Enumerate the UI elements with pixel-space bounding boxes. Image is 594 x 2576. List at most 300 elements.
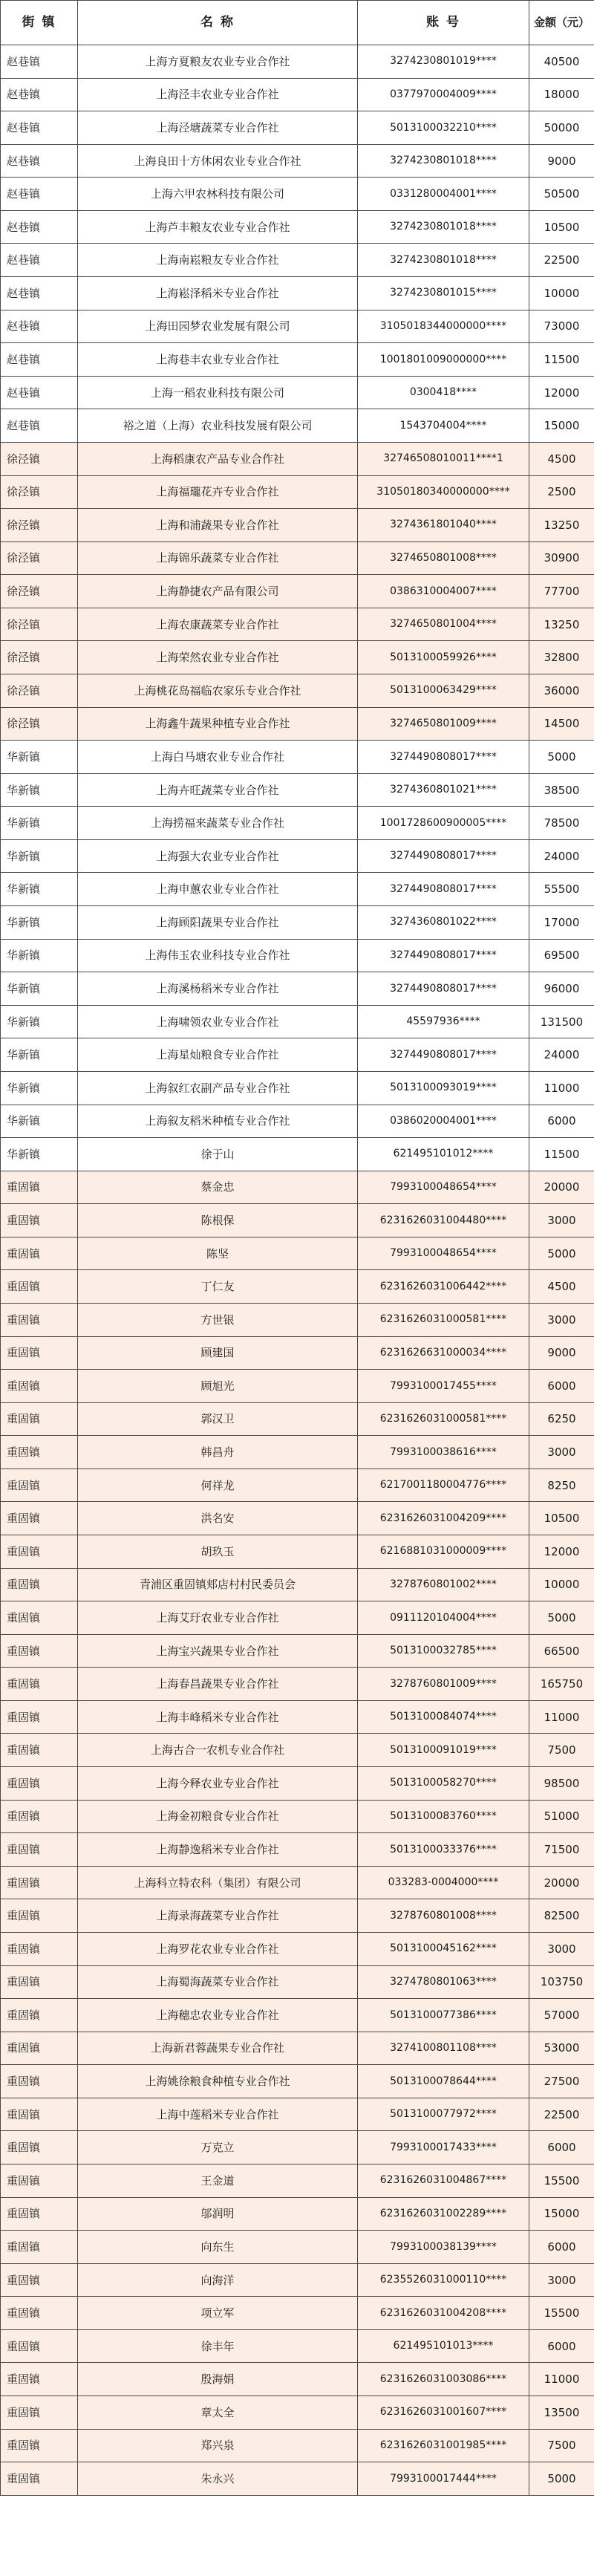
account-cell: 3274230801015**** <box>358 277 529 310</box>
table-row <box>1 1965 594 1999</box>
name-cell: 上海桃花岛福临农家乐专业合作社 <box>78 674 358 707</box>
name-cell: 上海捞福来蔬菜专业合作社 <box>78 807 358 840</box>
name-cell: 上海静捷农产品有限公司 <box>78 575 358 608</box>
table-row <box>1 1866 594 1899</box>
account-cell: 033283-0004000**** <box>358 1866 529 1899</box>
town-cell: 赵巷镇 <box>1 409 78 443</box>
account-cell: 3274230801018**** <box>358 244 529 277</box>
account-cell: 5013100084074**** <box>358 1700 529 1734</box>
name-cell: 上海崧泽稻米专业合作社 <box>78 277 358 310</box>
name-cell: 邬润明 <box>78 2197 358 2231</box>
town-cell: 徐泾镇 <box>1 575 78 608</box>
account-cell: 6231626031004209**** <box>358 1502 529 1535</box>
amount-cell: 6000 <box>529 2131 594 2164</box>
account-cell: 31050180340000000**** <box>358 475 529 509</box>
table-row <box>1 2098 594 2131</box>
table-row <box>1 310 594 343</box>
account-cell: 0386310004007**** <box>358 575 529 608</box>
town-cell: 重固镇 <box>1 1634 78 1668</box>
table-row <box>1 2429 594 2462</box>
name-cell: 上海宝兴蔬果专业合作社 <box>78 1634 358 1668</box>
table-row <box>1 641 594 674</box>
account-cell: 7993100038139**** <box>358 2231 529 2264</box>
account-cell: 5013100078644**** <box>358 2065 529 2098</box>
name-cell: 王金道 <box>78 2164 358 2198</box>
town-cell: 重固镇 <box>1 2164 78 2198</box>
account-cell: 1001728600900005**** <box>358 807 529 840</box>
account-cell: 6235526031000110**** <box>358 2263 529 2297</box>
table-header-row <box>1 1 594 45</box>
town-cell: 重固镇 <box>1 1502 78 1535</box>
town-cell: 赵巷镇 <box>1 210 78 244</box>
name-cell: 顾旭光 <box>78 1370 358 1403</box>
name-cell: 上海姚徐粮食种植专业合作社 <box>78 2065 358 2098</box>
amount-cell: 30900 <box>529 541 594 575</box>
table-row <box>1 1005 594 1038</box>
account-cell: 0386020004001**** <box>358 1105 529 1138</box>
table-row <box>1 277 594 310</box>
name-cell: 上海申蕙农业专业合作社 <box>78 873 358 906</box>
name-cell: 上海良田十方休闲农业专业合作社 <box>78 144 358 178</box>
town-cell: 重固镇 <box>1 1700 78 1734</box>
town-cell: 赵巷镇 <box>1 178 78 211</box>
column-header-account: 账 号 <box>358 1 529 45</box>
amount-cell: 15000 <box>529 2197 594 2231</box>
name-cell: 上海顾阳蔬果专业合作社 <box>78 906 358 940</box>
name-cell: 徐丰年 <box>78 2329 358 2363</box>
town-cell: 重固镇 <box>1 2462 78 2496</box>
account-cell: 3274490808017**** <box>358 1038 529 1072</box>
table-row <box>1 509 594 542</box>
name-cell: 上海丰峰稻米专业合作社 <box>78 1700 358 1734</box>
table-row <box>1 1800 594 1833</box>
amount-cell: 4500 <box>529 1270 594 1304</box>
town-cell: 重固镇 <box>1 1899 78 1933</box>
amount-cell: 8250 <box>529 1468 594 1502</box>
name-cell: 丁仁友 <box>78 1270 358 1304</box>
account-cell: 5013100077972**** <box>358 2098 529 2131</box>
table-row <box>1 1601 594 1635</box>
table-row <box>1 442 594 475</box>
account-cell: 3274230801019**** <box>358 45 529 79</box>
account-cell: 6231626631000034**** <box>358 1336 529 1370</box>
table-row <box>1 1734 594 1767</box>
account-cell: 6231626031003086**** <box>358 2363 529 2396</box>
amount-cell: 6000 <box>529 1105 594 1138</box>
town-cell: 重固镇 <box>1 2297 78 2330</box>
table-row <box>1 144 594 178</box>
account-cell: 6231626031000581**** <box>358 1303 529 1336</box>
name-cell: 项立军 <box>78 2297 358 2330</box>
name-cell: 上海中莲稻米专业合作社 <box>78 2098 358 2131</box>
town-cell: 重固镇 <box>1 2131 78 2164</box>
town-cell: 徐泾镇 <box>1 608 78 641</box>
account-cell: 3274360801021**** <box>358 773 529 807</box>
account-cell: 6231626031004480**** <box>358 1204 529 1237</box>
town-cell: 重固镇 <box>1 1303 78 1336</box>
table-row <box>1 674 594 707</box>
table-row <box>1 2131 594 2164</box>
name-cell: 朱永兴 <box>78 2462 358 2496</box>
table-row <box>1 807 594 840</box>
account-cell: 6216881031000009**** <box>358 1535 529 1569</box>
town-cell: 重固镇 <box>1 1568 78 1601</box>
amount-cell: 7500 <box>529 1734 594 1767</box>
table-row <box>1 2263 594 2297</box>
amount-cell: 13250 <box>529 608 594 641</box>
town-cell: 华新镇 <box>1 1071 78 1105</box>
table-row <box>1 741 594 774</box>
amount-cell: 3000 <box>529 1303 594 1336</box>
amount-cell: 14500 <box>529 707 594 741</box>
name-cell: 上海泾塘蔬菜专业合作社 <box>78 111 358 145</box>
account-cell: 5013100063429**** <box>358 674 529 707</box>
town-cell: 重固镇 <box>1 1204 78 1237</box>
amount-cell: 11000 <box>529 2363 594 2396</box>
table-row <box>1 972 594 1006</box>
name-cell: 上海新君蓉蔬果专业合作社 <box>78 2032 358 2065</box>
name-cell: 上海艾玗农业专业合作社 <box>78 1601 358 1635</box>
town-cell: 重固镇 <box>1 2263 78 2297</box>
table-body <box>1 45 594 2496</box>
amount-cell: 55500 <box>529 873 594 906</box>
town-cell: 华新镇 <box>1 972 78 1006</box>
table-row <box>1 1568 594 1601</box>
town-cell: 重固镇 <box>1 2329 78 2363</box>
amount-cell: 53000 <box>529 2032 594 2065</box>
account-cell: 3274490808017**** <box>358 972 529 1006</box>
name-cell: 上海静逸稻米专业合作社 <box>78 1833 358 1867</box>
table-row <box>1 906 594 940</box>
account-cell: 5013100093019**** <box>358 1071 529 1105</box>
column-header-amount: 金额（元） <box>529 1 594 45</box>
account-cell: 6231626031002289**** <box>358 2197 529 2231</box>
name-cell: 胡玖玉 <box>78 1535 358 1569</box>
table-row <box>1 1999 594 2032</box>
account-cell: 5013100033376**** <box>358 1833 529 1867</box>
amount-cell: 40500 <box>529 45 594 79</box>
name-cell: 上海福瓏花卉专业合作社 <box>78 475 358 509</box>
name-cell: 上海星灿粮食专业合作社 <box>78 1038 358 1072</box>
column-header-name: 名 称 <box>78 1 358 45</box>
name-cell: 上海罗花农业专业合作社 <box>78 1932 358 1965</box>
name-cell: 上海田园梦农业发展有限公司 <box>78 310 358 343</box>
amount-cell: 24000 <box>529 1038 594 1072</box>
account-cell: 32746508010011****1 <box>358 442 529 475</box>
account-cell: 0911120104004**** <box>358 1601 529 1635</box>
account-cell: 5013100058270**** <box>358 1767 529 1801</box>
table-row <box>1 707 594 741</box>
name-cell: 万克立 <box>78 2131 358 2164</box>
town-cell: 重固镇 <box>1 2231 78 2264</box>
table-row <box>1 1270 594 1304</box>
name-cell: 上海鑫牛蔬果种植专业合作社 <box>78 707 358 741</box>
account-cell: 7993100048654**** <box>358 1237 529 1270</box>
table-row <box>1 1138 594 1171</box>
amount-cell: 10500 <box>529 210 594 244</box>
name-cell: 上海啸领农业专业合作社 <box>78 1005 358 1038</box>
table-row <box>1 376 594 409</box>
table-row <box>1 2329 594 2363</box>
town-cell: 重固镇 <box>1 1866 78 1899</box>
town-cell: 重固镇 <box>1 1402 78 1436</box>
name-cell: 向海洋 <box>78 2263 358 2297</box>
amount-cell: 15500 <box>529 2164 594 2198</box>
amount-cell: 17000 <box>529 906 594 940</box>
amount-cell: 32800 <box>529 641 594 674</box>
amount-cell: 69500 <box>529 939 594 972</box>
name-cell: 上海强大农业专业合作社 <box>78 839 358 873</box>
table-row <box>1 2363 594 2396</box>
amount-cell: 77700 <box>529 575 594 608</box>
town-cell: 赵巷镇 <box>1 376 78 409</box>
account-cell: 621495101013**** <box>358 2329 529 2363</box>
account-cell: 6231626031000581**** <box>358 1402 529 1436</box>
table-row <box>1 1336 594 1370</box>
table-row <box>1 575 594 608</box>
name-cell: 洪名安 <box>78 1502 358 1535</box>
amount-cell: 131500 <box>529 1005 594 1038</box>
table-row <box>1 541 594 575</box>
name-cell: 上海春昌蔬果专业合作社 <box>78 1668 358 1701</box>
name-cell: 上海录海蔬菜专业合作社 <box>78 1899 358 1933</box>
account-cell: 5013100032210**** <box>358 111 529 145</box>
table-row <box>1 178 594 211</box>
account-cell: 3274361801040**** <box>358 509 529 542</box>
account-cell: 5013100091019**** <box>358 1734 529 1767</box>
table-row <box>1 2462 594 2496</box>
town-cell: 赵巷镇 <box>1 277 78 310</box>
name-cell: 上海白马塘农业专业合作社 <box>78 741 358 774</box>
table-row <box>1 1204 594 1237</box>
amount-cell: 50500 <box>529 178 594 211</box>
amount-cell: 12000 <box>529 1535 594 1569</box>
name-cell: 上海溪杨稻米专业合作社 <box>78 972 358 1006</box>
amount-cell: 51000 <box>529 1800 594 1833</box>
town-cell: 徐泾镇 <box>1 674 78 707</box>
amount-cell: 73000 <box>529 310 594 343</box>
amount-cell: 57000 <box>529 1999 594 2032</box>
name-cell: 上海蜀海蔬菜专业合作社 <box>78 1965 358 1999</box>
account-cell: 3278760801009**** <box>358 1668 529 1701</box>
account-cell: 3274100801108**** <box>358 2032 529 2065</box>
town-cell: 赵巷镇 <box>1 144 78 178</box>
account-cell: 3278760801008**** <box>358 1899 529 1933</box>
amount-cell: 5000 <box>529 1601 594 1635</box>
table-row <box>1 343 594 377</box>
amount-cell: 5000 <box>529 2462 594 2496</box>
table-row <box>1 1502 594 1535</box>
account-cell: 6231626031001985**** <box>358 2429 529 2462</box>
name-cell: 蔡金忠 <box>78 1171 358 1204</box>
name-cell: 上海巷丰农业专业合作社 <box>78 343 358 377</box>
account-cell: 5013100077386**** <box>358 1999 529 2032</box>
account-cell: 7993100038616**** <box>358 1436 529 1469</box>
amount-cell: 10000 <box>529 277 594 310</box>
name-cell: 方世银 <box>78 1303 358 1336</box>
amount-cell: 11000 <box>529 1700 594 1734</box>
name-cell: 青浦区重固镇郏店村村民委员会 <box>78 1568 358 1601</box>
name-cell: 上海叙红农副产品专业合作社 <box>78 1071 358 1105</box>
account-cell: 6231626031006442**** <box>358 1270 529 1304</box>
name-cell: 上海一稻农业科技有限公司 <box>78 376 358 409</box>
account-cell: 0377970004009**** <box>358 78 529 111</box>
town-cell: 华新镇 <box>1 939 78 972</box>
town-cell: 华新镇 <box>1 1105 78 1138</box>
amount-cell: 11500 <box>529 343 594 377</box>
town-cell: 徐泾镇 <box>1 509 78 542</box>
town-cell: 赵巷镇 <box>1 343 78 377</box>
table-row <box>1 1668 594 1701</box>
account-cell: 3274230801018**** <box>358 144 529 178</box>
table-row <box>1 1402 594 1436</box>
amount-cell: 20000 <box>529 1171 594 1204</box>
town-cell: 华新镇 <box>1 906 78 940</box>
town-cell: 重固镇 <box>1 1999 78 2032</box>
table-row <box>1 773 594 807</box>
table-row <box>1 2396 594 2430</box>
town-cell: 重固镇 <box>1 1601 78 1635</box>
name-cell: 上海金初粮食专业合作社 <box>78 1800 358 1833</box>
name-cell: 徐于山 <box>78 1138 358 1171</box>
amount-cell: 13500 <box>529 2396 594 2430</box>
name-cell: 上海方夏粮友农业专业合作社 <box>78 45 358 79</box>
town-cell: 重固镇 <box>1 2032 78 2065</box>
account-cell: 0300418**** <box>358 376 529 409</box>
town-cell: 徐泾镇 <box>1 641 78 674</box>
amount-cell: 9000 <box>529 144 594 178</box>
town-cell: 徐泾镇 <box>1 442 78 475</box>
table-row <box>1 1833 594 1867</box>
table-row <box>1 608 594 641</box>
town-cell: 徐泾镇 <box>1 475 78 509</box>
amount-cell: 96000 <box>529 972 594 1006</box>
name-cell: 上海农康蔬菜专业合作社 <box>78 608 358 641</box>
account-cell: 3274490808017**** <box>358 873 529 906</box>
amount-cell: 78500 <box>529 807 594 840</box>
amount-cell: 6000 <box>529 2231 594 2264</box>
amount-cell: 22500 <box>529 2098 594 2131</box>
account-cell: 3105018344000000**** <box>358 310 529 343</box>
town-cell: 徐泾镇 <box>1 707 78 741</box>
table-row <box>1 1767 594 1801</box>
column-header-town: 街 镇 <box>1 1 78 45</box>
amount-cell: 3000 <box>529 1436 594 1469</box>
table-row <box>1 939 594 972</box>
town-cell: 赵巷镇 <box>1 45 78 79</box>
amount-cell: 12000 <box>529 376 594 409</box>
table-row <box>1 210 594 244</box>
name-cell: 韩昌舟 <box>78 1436 358 1469</box>
table-row <box>1 2197 594 2231</box>
town-cell: 重固镇 <box>1 1171 78 1204</box>
town-cell: 重固镇 <box>1 1932 78 1965</box>
table-row <box>1 1436 594 1469</box>
town-cell: 华新镇 <box>1 1038 78 1072</box>
town-cell: 重固镇 <box>1 2363 78 2396</box>
name-cell: 章太全 <box>78 2396 358 2430</box>
table-row <box>1 1932 594 1965</box>
name-cell: 陈坚 <box>78 1237 358 1270</box>
account-cell: 7993100017444**** <box>358 2462 529 2496</box>
town-cell: 华新镇 <box>1 873 78 906</box>
amount-cell: 3000 <box>529 1204 594 1237</box>
table-row <box>1 2297 594 2330</box>
town-cell: 重固镇 <box>1 1965 78 1999</box>
table-row <box>1 1370 594 1403</box>
name-cell: 上海今释农业专业合作社 <box>78 1767 358 1801</box>
amount-cell: 6250 <box>529 1402 594 1436</box>
account-cell: 6231626031004208**** <box>358 2297 529 2330</box>
town-cell: 重固镇 <box>1 1833 78 1867</box>
town-cell: 赵巷镇 <box>1 111 78 145</box>
table-row <box>1 1237 594 1270</box>
name-cell: 裕之道（上海）农业科技发展有限公司 <box>78 409 358 443</box>
amount-cell: 165750 <box>529 1668 594 1701</box>
name-cell: 上海伟玉农业科技专业合作社 <box>78 939 358 972</box>
amount-cell: 82500 <box>529 1899 594 1933</box>
amount-cell: 15500 <box>529 2297 594 2330</box>
amount-cell: 5000 <box>529 741 594 774</box>
table-row <box>1 1171 594 1204</box>
account-cell: 5013100083760**** <box>358 1800 529 1833</box>
town-cell: 重固镇 <box>1 1767 78 1801</box>
amount-cell: 11500 <box>529 1138 594 1171</box>
amount-cell: 22500 <box>529 244 594 277</box>
town-cell: 重固镇 <box>1 1237 78 1270</box>
table-row <box>1 1038 594 1072</box>
town-cell: 重固镇 <box>1 1370 78 1403</box>
town-cell: 重固镇 <box>1 1734 78 1767</box>
account-cell: 7993100017433**** <box>358 2131 529 2164</box>
amount-cell: 20000 <box>529 1866 594 1899</box>
name-cell: 向东生 <box>78 2231 358 2264</box>
amount-cell: 24000 <box>529 839 594 873</box>
amount-cell: 10500 <box>529 1502 594 1535</box>
name-cell: 顾建国 <box>78 1336 358 1370</box>
amount-cell: 13250 <box>529 509 594 542</box>
table-row <box>1 2231 594 2264</box>
name-cell: 郑兴泉 <box>78 2429 358 2462</box>
town-cell: 重固镇 <box>1 2429 78 2462</box>
table-row <box>1 1700 594 1734</box>
table-row <box>1 45 594 79</box>
name-cell: 上海南崧粮友专业合作社 <box>78 244 358 277</box>
name-cell: 何祥龙 <box>78 1468 358 1502</box>
town-cell: 华新镇 <box>1 839 78 873</box>
name-cell: 上海穗忠农业专业合作社 <box>78 1999 358 2032</box>
table-row <box>1 1071 594 1105</box>
amount-cell: 71500 <box>529 1833 594 1867</box>
amount-cell: 7500 <box>529 2429 594 2462</box>
amount-cell: 4500 <box>529 442 594 475</box>
table-row <box>1 1105 594 1138</box>
name-cell: 上海叙友稻米种植专业合作社 <box>78 1105 358 1138</box>
amount-cell: 98500 <box>529 1767 594 1801</box>
amount-cell: 38500 <box>529 773 594 807</box>
name-cell: 郭汉卫 <box>78 1402 358 1436</box>
account-cell: 3274650801004**** <box>358 608 529 641</box>
town-cell: 重固镇 <box>1 1336 78 1370</box>
table-row <box>1 111 594 145</box>
account-cell: 1001801009000000**** <box>358 343 529 377</box>
account-cell: 3274780801063**** <box>358 1965 529 1999</box>
town-cell: 重固镇 <box>1 1800 78 1833</box>
table-row <box>1 2032 594 2065</box>
table-row <box>1 409 594 443</box>
table-row <box>1 2065 594 2098</box>
table-row <box>1 1535 594 1569</box>
